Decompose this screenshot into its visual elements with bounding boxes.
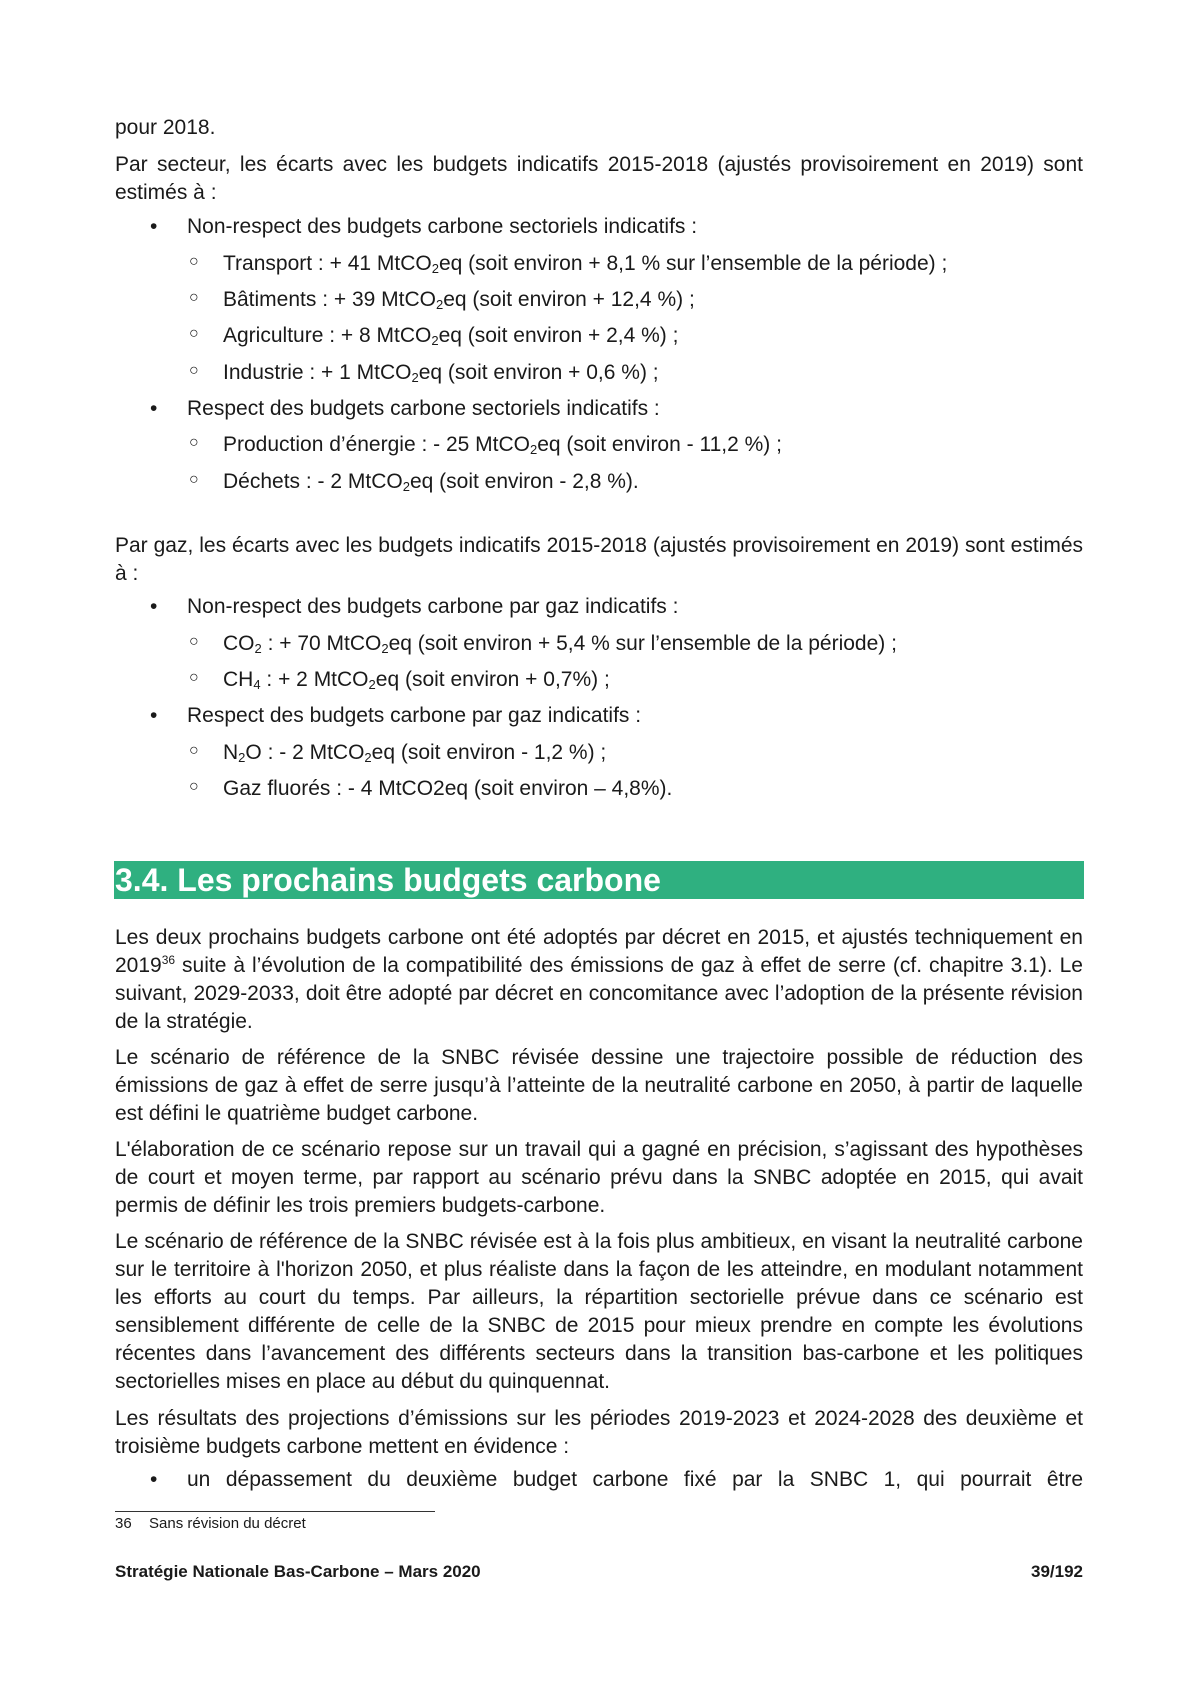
footnote-number: 36 xyxy=(115,1515,132,1532)
circle-bullet-icon: ○ xyxy=(189,471,199,488)
section-heading-bar xyxy=(114,861,1084,899)
paragraph-4-text: Le scénario de référence de la SNBC révisée est à la fois plus ambitieux, en visant la neutralité carbone sur le territoire à l'horizon 2050, et plus réaliste dans la façon de les atteindre, en modulant notamment les efforts au court du temps. Par ailleurs, la répartition sectorielle prévue dans ce scénario est sensiblement différente de celle de la SNBC de 2015 pour mieux prendre en compte les évolutions récentes dans l’avancement des différents secteurs dans la transition bas-carbone et les politiques sectorielles mises en place au début du quinquennat. xyxy=(115,1230,1083,1393)
sub-list-item-label: Bâtiments : + 39 MtCO$_2$eq (soit environ + 12,4 %) ; xyxy=(223,288,695,312)
bullet-icon: • xyxy=(150,397,158,420)
circle-bullet-icon: ○ xyxy=(189,633,199,650)
circle-bullet-icon: ○ xyxy=(189,778,199,795)
footnote-ref: 36 xyxy=(161,953,176,967)
footnote-divider xyxy=(115,1511,435,1512)
circle-bullet-icon: ○ xyxy=(189,742,199,759)
footer-title: Stratégie Nationale Bas-Carbone – Mars 2020 xyxy=(115,1562,481,1581)
paragraph-5-text: Les résultats des projections d’émissions sur les périodes 2019-2023 et 2024-2028 des deuxième et troisième budgets carbone mettent en évidence : xyxy=(115,1407,1083,1458)
bullet-icon: • xyxy=(150,595,158,618)
paragraph-2 xyxy=(115,1044,1083,1128)
paragraph-3-text: L'élaboration de ce scénario repose sur un travail qui a gagné en précision, s’agissant des hypothèses de court et moyen terme, par rapport au scénario prévu dans la SNBC adoptée en 2015, qui avait permis de définir les trois premiers budgets-carbone. xyxy=(115,1138,1083,1217)
circle-bullet-icon: ○ xyxy=(189,289,199,306)
paragraph-5 xyxy=(115,1405,1083,1461)
sub-list-item-label: Industrie : + 1 MtCO$_2$eq (soit environ + 0,6 %) ; xyxy=(223,361,659,385)
sub-list-item-label: $N_2O$ : - 2 MtCO$_2$eq (soit environ - 1,2 %) ; xyxy=(223,741,607,765)
sector-intro-text: Par secteur, les écarts avec les budgets indicatifs 2015-2018 (ajustés provisoirement en 2019) sont estimés à : xyxy=(115,153,1083,204)
sub-list-item-label: Déchets : - 2 MtCO$_2$eq (soit environ - 2,8 %). xyxy=(223,470,639,494)
sub-list-item-label: Transport : + 41 MtCO$_2$eq (soit environ + 8,1 % sur l’ensemble de la période) ; xyxy=(223,252,948,276)
bullet-icon: • xyxy=(150,215,158,238)
page-number: 39/192 xyxy=(1031,1562,1083,1581)
paragraph-1 xyxy=(115,924,1083,1036)
footnote-text: Sans révision du décret xyxy=(149,1515,306,1532)
bullet-icon: • xyxy=(150,704,158,727)
circle-bullet-icon: ○ xyxy=(189,434,199,451)
paragraph-1-text: Les deux prochains budgets carbone ont été adoptés par décret en 2015, et ajustés techniquement en 2019$^{36}$ suite à l’évolution de la compatibilité des émissions de gaz à effet de serre (cf. chapitre 3.1). Le suivant, 2029-2033, doit être adopté par décret en concomitance avec l’adoption de la présente révision de la stratégie. xyxy=(115,926,1083,1033)
circle-bullet-icon: ○ xyxy=(189,362,199,379)
sub-list-item-label: Gaz fluorés : - 4 MtCO2eq (soit environ – 4,8%). xyxy=(223,777,673,800)
sub-list-item-label: $CO_2$ : + 70 MtCO$_2$eq (soit environ + 5,4 % sur l’ensemble de la période) ; xyxy=(223,632,897,656)
sub-list-item-label: $CH_4$ : + 2 MtCO$_2$eq (soit environ + 0,7%) ; xyxy=(223,668,610,692)
circle-bullet-icon: ○ xyxy=(189,325,199,342)
circle-bullet-icon: ○ xyxy=(189,253,199,270)
gas-intro-text: Par gaz, les écarts avec les budgets indicatifs 2015-2018 (ajustés provisoirement en 2019) sont estimés à : xyxy=(115,534,1083,585)
gas-intro-paragraph xyxy=(115,532,1083,588)
list-item-label: un dépassement du deuxième budget carbone fixé par la SNBC 1, qui pourrait être xyxy=(187,1468,1083,1491)
paragraph-3 xyxy=(115,1136,1083,1220)
circle-bullet-icon: ○ xyxy=(189,669,199,686)
paragraph-2-text: Le scénario de référence de la SNBC révisée dessine une trajectoire possible de réduction des émissions de gaz à effet de serre jusqu’à l’atteinte de la neutralité carbone en 2050, à partir de laquelle est défini le quatrième budget carbone. xyxy=(115,1046,1083,1125)
sector-intro-paragraph xyxy=(115,151,1083,207)
intro-line: pour 2018. xyxy=(115,116,216,139)
list-item-label: Non-respect des budgets carbone sectoriels indicatifs : xyxy=(187,215,698,238)
list-item-label: Non-respect des budgets carbone par gaz indicatifs : xyxy=(187,595,679,618)
footnote xyxy=(115,1514,306,1534)
paragraph-4 xyxy=(115,1228,1083,1396)
section-heading: 3.4. Les prochains budgets carbone xyxy=(115,862,661,898)
sub-list-item-label: Agriculture : + 8 MtCO$_2$eq (soit environ + 2,4 %) ; xyxy=(223,324,679,348)
list-item-label: Respect des budgets carbone sectoriels indicatifs : xyxy=(187,397,660,420)
bullet-icon: • xyxy=(150,1468,158,1491)
list-item-label: Respect des budgets carbone par gaz indicatifs : xyxy=(187,704,642,727)
sub-list-item-label: Production d’énergie : - 25 MtCO$_2$eq (soit environ - 11,2 %) ; xyxy=(223,433,782,457)
